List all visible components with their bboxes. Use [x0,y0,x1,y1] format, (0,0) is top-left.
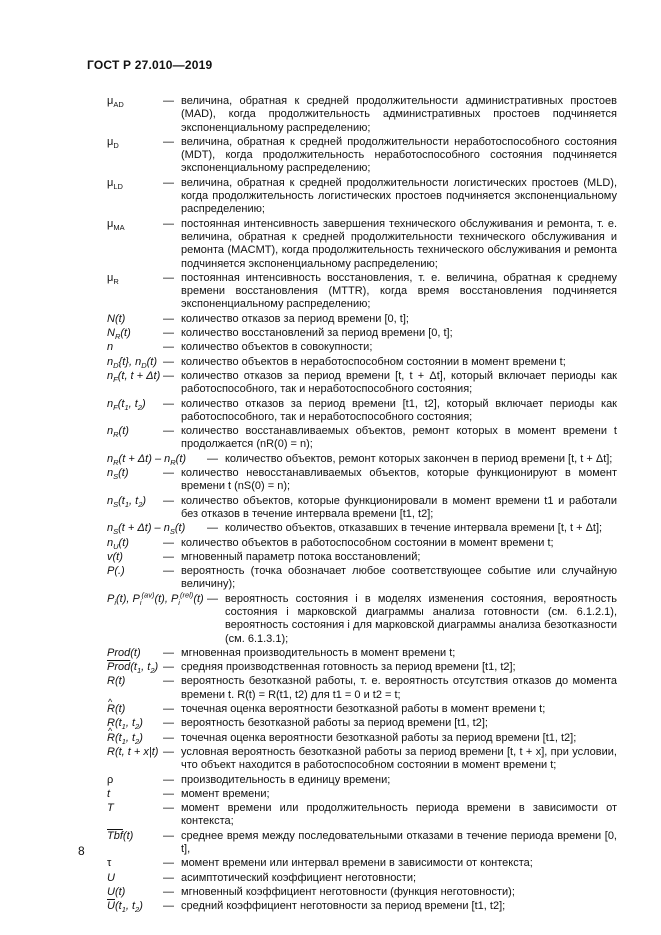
definition-symbol: n [107,341,114,354]
definition-text: количество объектов, отказавших в течение интервала времени [t, t + Δt]; [225,522,603,535]
definition-dash: — [163,425,174,438]
definition-text: момент времени; [181,787,270,800]
definition-dash: — [163,494,174,507]
definition-row [107,136,617,176]
definition-row [107,177,617,217]
definition-row [107,717,617,730]
definition-row [107,356,617,369]
definition-symbol: $\overline{Tbf}(t)$ [107,829,134,842]
definition-symbol: $\mu_{LD}$ [107,176,123,191]
definition-symbol: $n_S(t)$ [107,467,129,482]
definition-symbol: $P_i(t)$, $P_i^{(av)}(t)$, $P_i^{(rel)}(t)$ [107,590,204,607]
definition-text: производительность в единицу времени; [181,773,391,786]
definition-row [107,453,617,466]
definition-text: количество объектов в совокупности; [181,341,373,354]
definition-text: количество отказов за период времени [0, t]; [181,312,409,325]
definition-row [107,341,617,354]
definition-row [107,675,617,702]
definition-row [107,802,617,829]
definition-row [107,590,617,646]
definition-text: асимптотический коэффициент неготовности; [181,871,417,884]
document-header: ГОСТ Р 27.010—2019 [87,58,213,72]
definition-dash: — [163,217,174,230]
definition-text: количество объектов в работоспособном состоянии в момент времени t; [181,536,554,549]
definition-row [107,272,617,312]
definition-symbol: $n_S(t_1$, $t_2$) [107,494,147,509]
definition-row [107,565,617,592]
definition-symbol: $n_U(t)$ [107,536,129,551]
definition-symbol: $\mu_R$ [107,271,119,287]
definition-dash: — [163,271,174,284]
definition-symbol: τ [107,857,112,870]
definition-dash: — [163,717,174,730]
definition-row [107,425,617,452]
definition-symbol: $n_R(t)$ [107,425,129,440]
definition-text: количество отказов за период времени [t1, t2], который включает периоды как работоспособного, так и неработоспособного состояния; [181,397,617,423]
definition-text: точечная оценка вероятности безотказной работы за период времени [t1, t2]; [181,731,577,744]
definition-symbol: T [107,802,114,815]
definition-text: количество отказов за период времени [t, t + Δt], который включает периоды как работоспособного, так и неработоспособного состояния; [181,369,617,396]
definition-symbol: $n_F(t_1$, $t_2$) [107,397,146,412]
definition-dash: — [163,773,174,786]
definition-dash: — [163,703,174,716]
definition-row [107,370,617,397]
definition-dash: — [163,745,174,758]
definition-dash: — [163,312,174,325]
definition-row [107,830,617,857]
definition-row [107,788,617,801]
definition-symbol: R(t, t + x|t) [107,745,159,758]
definition-symbol: $n_S(t + \Delta t) - n_S(t)$ [107,522,186,537]
definition-row [107,732,617,745]
definition-dash: — [163,135,174,148]
definition-dash: — [163,550,174,563]
definition-dash: — [163,802,174,815]
definition-row [107,774,617,787]
definition-text: условная вероятность безотказной работы за период времени [t, t + x], при условии, что объект находится в работоспособном состоянии в момент времени t; [181,745,617,772]
definition-symbol: $R(t_1$, $t_2$) [107,717,143,732]
definition-text: мгновенная производительность в момент времени t; [181,646,456,659]
definition-row [107,886,617,899]
definitions-list [107,95,617,915]
definition-dash: — [163,857,174,870]
definition-text: количество восстановлений за период времени [0, t]; [181,327,453,340]
definition-dash: — [163,467,174,480]
definition-text: среднее время между последовательными отказами в течение периода времени [0, t], [181,829,617,856]
definition-text: количество невосстанавливаемых объектов, которые функционируют в момент времени t (nS(0) = n); [181,467,617,493]
definition-row [107,467,617,494]
definition-symbol: N(t) [107,312,126,325]
definition-dash: — [163,885,174,898]
definition-symbol: $\overline{U}(t_1$, $t_2$) [107,900,143,915]
definition-symbol: R(t) [107,675,126,688]
definition-dash: — [163,341,174,354]
definition-dash: — [163,787,174,800]
definition-dash: — [207,452,218,465]
definition-text: количество объектов, которые функционировали в момент времени t1 и работали без отказов в течение интервала времени [t1, t2]; [181,494,617,520]
definition-text: момент времени или продолжительность периода времени в зависимости от контекста; [181,802,617,828]
definition-text: средний коэффициент неготовности за период времени [t1, t2]; [181,900,506,913]
definition-row [107,398,617,425]
definition-symbol: $\mu_D$ [107,135,119,151]
definition-text: вероятность безотказной работы, т. е. вероятность отсутствия отказов до момента времени t. R(t) = R(t1, t2) для t1 = 0 и t2 = t; [181,675,617,701]
definition-symbol: ρ [107,773,114,786]
definition-dash: — [207,522,218,535]
definition-text: мгновенный коэффициент неготовности (функция неготовности); [181,885,515,898]
definition-row [107,218,617,271]
definition-symbol: $n_R(t + \Delta t) - n_R(t)$ [107,452,187,467]
definition-dash: — [163,95,174,107]
definition-symbol: Prod(t) [107,646,141,659]
definition-symbol: $\mu_{MA}$ [107,217,125,232]
definition-dash: — [163,829,174,842]
definition-text: величина, обратная к средней продолжительности административных простоев (MAD), когда продолжительность административных простоев подчиняется экспоненциальному распределению; [181,95,617,134]
definition-text: количество объектов в неработоспособном состоянии в момент времени t; [181,355,566,368]
definition-row [107,857,617,870]
definition-row [107,313,617,326]
definition-text: средняя производственная готовность за период времени [t1, t2]; [181,661,516,674]
definition-dash: — [163,675,174,688]
definition-text: вероятность (точка обозначает любое соответствующее событие или случайную величину); [181,565,617,591]
definition-text: мгновенный параметр потока восстановлений; [181,550,421,563]
definition-row [107,661,617,674]
definition-dash: — [163,327,174,340]
definition-dash: — [163,369,174,382]
definition-dash: — [163,565,174,578]
definition-symbol: $N_R(t)$ [107,327,131,342]
definition-dash: — [163,397,174,410]
definition-text: постоянная интенсивность завершения технического обслуживания и ремонта, т. е. величина, обратная к средней продолжительности технического обслуживания и ремонта (MACMT), когда продолжительность технического обслуживания и ремонта подчиняется экспоненциальному распределению; [181,217,617,270]
definition-text: момент времени или интервал времени в зависимости от контекста; [181,857,533,870]
page-number: 8 [78,844,85,858]
definition-text: постоянная интенсивность восстановления, т. е. величина, обратная к среднему времени восстановления (MTTR), когда время восстановления подчиняется экспоненциальному распределению; [181,271,617,311]
definition-dash: — [163,731,174,744]
definition-text: вероятность безотказной работы за период времени [t1, t2]; [181,717,488,730]
definition-text: количество восстанавливаемых объектов, ремонт которых в момент времени t продолжается (nR(0) = n); [181,425,617,451]
definition-row [107,746,617,773]
definition-text: количество объектов, ремонт которых закончен в период времени [t, t + Δt]; [225,452,613,465]
definition-dash: — [163,900,174,913]
definition-dash: — [207,592,218,605]
definition-row [107,872,617,885]
definition-symbol: ^ R(t) [107,703,163,716]
definition-dash: — [163,355,174,368]
definition-symbol: $n_D\{t\}$, $n_D(t)$ [107,355,157,370]
definition-symbol: U(t) [107,885,126,898]
definition-row [107,522,617,535]
definition-dash: — [163,176,174,189]
definition-symbol: v(t) [107,550,123,563]
definition-symbol: t [107,787,111,800]
definition-row [107,551,617,564]
definition-dash: — [163,661,174,674]
definition-symbol: ^ $R(t_1$, $t_2$) [107,732,163,745]
definition-row [107,537,617,550]
definition-dash: — [163,646,174,659]
definition-row [107,495,617,522]
definition-row [107,900,617,913]
definition-symbol: $n_F(t$, t + Δt) [107,369,161,385]
definition-text: величина, обратная к средней продолжительности логистических простоев (MLD), когда продолжительность логистических простоев подчиняется экспоненциальному распределению; [181,176,617,216]
definition-symbol: P(.) [107,565,125,578]
definition-row [107,703,617,716]
definition-row [107,647,617,660]
definition-row [107,95,617,135]
definition-dash: — [163,536,174,549]
definition-text: точечная оценка вероятности безотказной работы в момент времени t; [181,703,546,716]
definition-text: вероятность состояния i в моделях изменения состояния, вероятность состояния i марковской диаграммы анализа готовности (см. 6.1.2.1), вероятность состояния i для марковской диаграммы анализа безотказности (см. 6.1.3.1); [225,592,617,645]
definition-text: величина, обратная к средней продолжительности неработоспособного состояния (MDT), когда продолжительность неработоспособного состояния подчиняется экспоненциальному распределению; [181,135,617,175]
definition-symbol: U [107,871,115,884]
definition-dash: — [163,871,174,884]
definition-symbol: $\mu_{AD}$ [107,95,124,110]
definition-row [107,327,617,340]
definition-symbol: $Prod(t_1$, $t_2$) [107,661,159,676]
